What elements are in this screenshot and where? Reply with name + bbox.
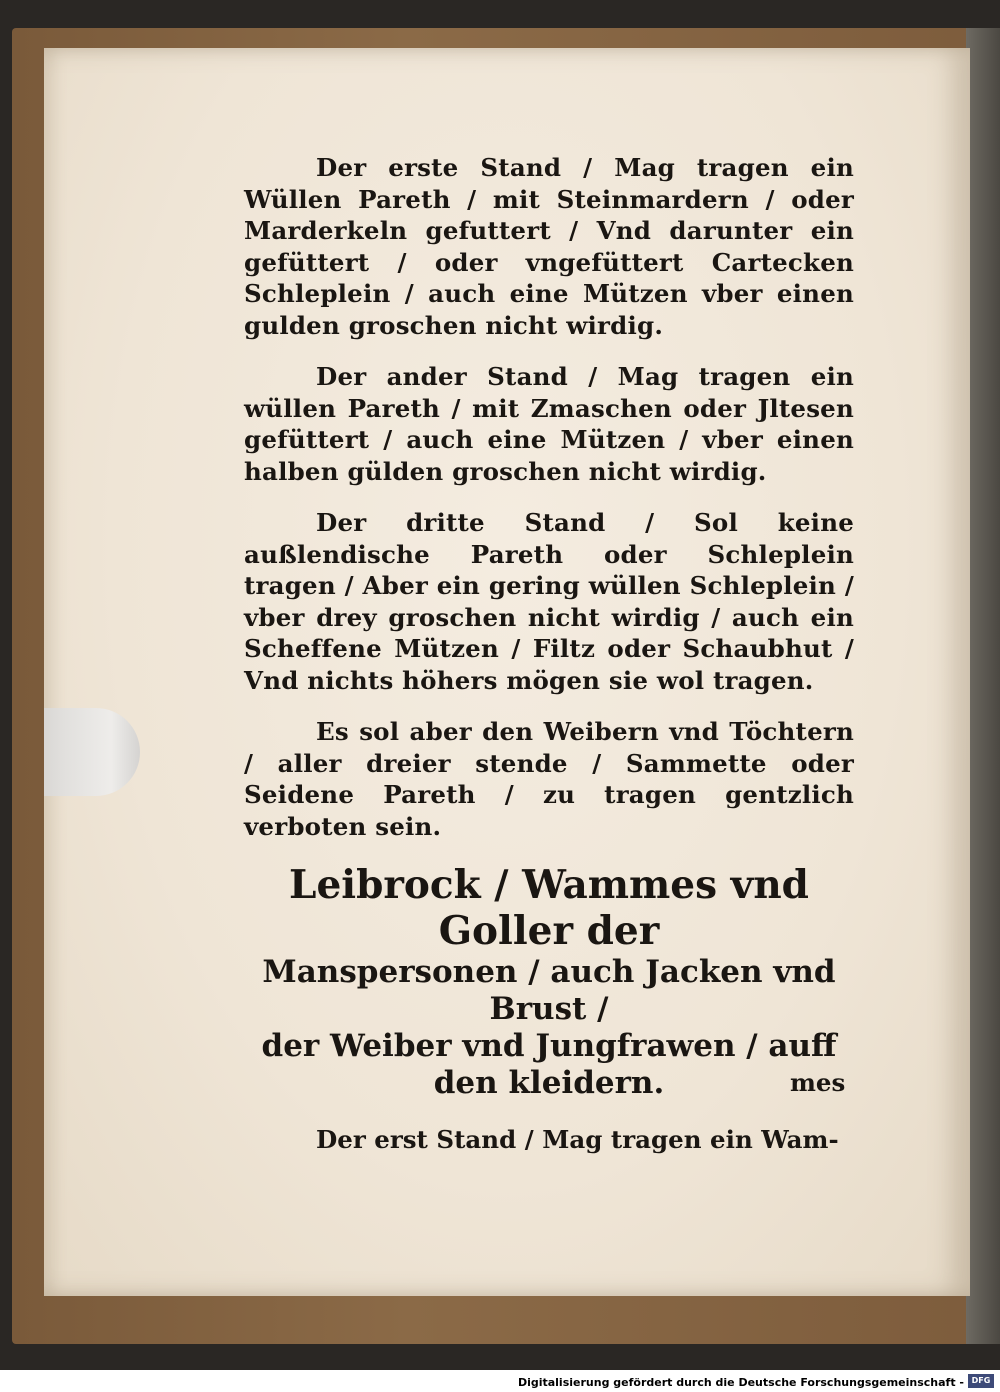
paragraph-next-start: Der erst Stand / Mag tragen ein Wam- bbox=[316, 1125, 839, 1154]
heading-line-4: den kleidern. bbox=[433, 1065, 665, 1101]
footer-bar bbox=[0, 1370, 1000, 1392]
paragraph-third-estate: Der dritte Stand / Sol keine außlendische Pareth oder Schleplein tragen / Aber ein gering wüllen Schleplein / vber drey groschen nicht wirdig / auch ein Scheffene Mützen / Filtz oder Schaubhut / Vnd nichts höhers mögen sie wol tragen. bbox=[244, 508, 854, 695]
dfg-logo: DFG bbox=[968, 1374, 994, 1388]
footer-credit: Digitalisierung gefördert durch die Deutsche Forschungsgemeinschaft - bbox=[517, 1376, 964, 1389]
section-heading bbox=[244, 862, 854, 1102]
page-text bbox=[244, 152, 854, 1180]
catchword: mes bbox=[790, 1068, 846, 1097]
book-spine-edge bbox=[966, 28, 1000, 1344]
paragraph-first-estate: Der erste Stand / Mag tragen ein Wüllen Pareth / mit Steinmardern / oder Marderkeln gefuttert / Vnd darunter ein gefüttert / oder vngefüttert Cartecken Schleplein / auch eine Mützen vber einen gulden groschen nicht wirdig. bbox=[244, 153, 854, 340]
page-clip bbox=[44, 708, 140, 796]
heading-line-2: Manspersonen / auch Jacken vnd Brust / bbox=[262, 954, 836, 1027]
paragraph-women-rule: Es sol aber den Weibern vnd Töchtern / aller dreier stende / Sammette oder Seidene Pareth / zu tragen gentzlich verboten sein. bbox=[244, 717, 854, 841]
heading-line-1: Leibrock / Wammes vnd Goller der bbox=[289, 862, 809, 954]
paragraph-second-estate: Der ander Stand / Mag tragen ein wüllen Pareth / mit Zmaschen oder Jltesen gefüttert / auch eine Mützen / vber einen halben gülden groschen nicht wirdig. bbox=[244, 362, 854, 486]
heading-line-3: der Weiber vnd Jungfrawen / auff bbox=[261, 1028, 837, 1064]
